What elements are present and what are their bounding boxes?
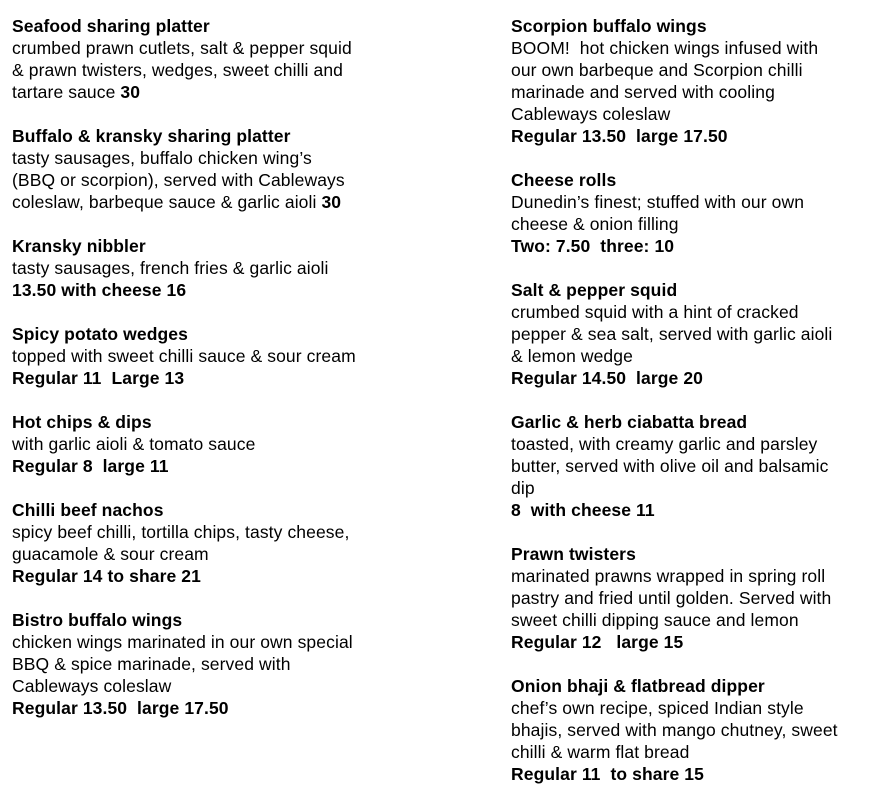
description-text: pepper & sea salt, served with garlic aioli: [511, 324, 833, 344]
description-text: crumbed squid with a hint of cracked: [511, 302, 799, 322]
item-title: Buffalo & kransky sharing platter: [12, 126, 291, 146]
description-text: cheese & onion filling: [511, 214, 679, 234]
description-text: crumbed prawn cutlets, salt & pepper squid: [12, 38, 352, 58]
menu-item: [12, 609, 492, 719]
item-price: 8 with cheese 11: [511, 500, 655, 520]
item-price: Regular 13.50 large 17.50: [511, 126, 728, 146]
item-description-line: [12, 653, 492, 675]
item-title: Bistro buffalo wings: [12, 610, 183, 630]
description-text: & lemon wedge: [511, 346, 633, 366]
menu-column-left: [12, 15, 492, 741]
menu-item: [511, 169, 871, 257]
item-description-line: [511, 565, 871, 587]
item-description-line: [511, 609, 871, 631]
description-text: dip: [511, 478, 535, 498]
item-description-line: [511, 37, 871, 59]
item-description-line: [12, 543, 492, 565]
description-text: chef’s own recipe, spiced Indian style: [511, 698, 804, 718]
item-description-line: [12, 81, 492, 103]
item-description-line: [12, 433, 492, 455]
item-price: Regular 11 to share 15: [511, 764, 704, 784]
item-price: Two: 7.50 three: 10: [511, 236, 675, 256]
item-description-line: [12, 169, 492, 191]
item-description-line: [511, 741, 871, 763]
item-description-line: [511, 323, 871, 345]
item-title: Seafood sharing platter: [12, 16, 210, 36]
item-description-line: [511, 477, 871, 499]
description-text: Dunedin’s finest; stuffed with our own: [511, 192, 805, 212]
item-description-line: [511, 587, 871, 609]
item-price: 30: [120, 82, 141, 102]
item-description-line: [511, 697, 871, 719]
item-description-line: [12, 675, 492, 697]
description-text: Cableways coleslaw: [12, 676, 172, 696]
menu-item: [511, 543, 871, 653]
description-text: BOOM! hot chicken wings infused with: [511, 38, 819, 58]
description-text: with garlic aioli & tomato sauce: [12, 434, 256, 454]
description-text: tasty sausages, buffalo chicken wing’s: [12, 148, 312, 168]
item-description-line: [12, 345, 492, 367]
item-description-line: [12, 37, 492, 59]
description-text: chilli & warm flat bread: [511, 742, 690, 762]
item-price: Regular 8 large 11: [12, 456, 169, 476]
item-description-line: [511, 719, 871, 741]
description-text: marinated prawns wrapped in spring roll: [511, 566, 826, 586]
menu-item: [12, 323, 492, 389]
menu-column-right: [511, 15, 871, 807]
description-text: Cableways coleslaw: [511, 104, 671, 124]
item-title: Onion bhaji & flatbread dipper: [511, 676, 765, 696]
item-title: Prawn twisters: [511, 544, 636, 564]
menu-item: [511, 675, 871, 785]
description-text: marinade and served with cooling: [511, 82, 775, 102]
description-text: spicy beef chilli, tortilla chips, tasty cheese,: [12, 522, 350, 542]
item-price: 13.50 with cheese 16: [12, 280, 187, 300]
item-description-line: [511, 191, 871, 213]
item-description-line: [511, 455, 871, 477]
item-title: Garlic & herb ciabatta bread: [511, 412, 748, 432]
item-price: 30: [321, 192, 342, 212]
menu-item: [511, 15, 871, 147]
item-description-line: [511, 433, 871, 455]
description-text: bhajis, served with mango chutney, sweet: [511, 720, 838, 740]
description-text: butter, served with olive oil and balsamic: [511, 456, 829, 476]
item-description-line: [12, 191, 492, 213]
item-description-line: [511, 345, 871, 367]
item-description-line: [511, 301, 871, 323]
item-price: Regular 14.50 large 20: [511, 368, 703, 388]
item-title: Salt & pepper squid: [511, 280, 678, 300]
item-title: Chilli beef nachos: [12, 500, 164, 520]
item-description-line: [511, 103, 871, 125]
description-text: tasty sausages, french fries & garlic aioli: [12, 258, 329, 278]
menu-item: [12, 15, 492, 103]
menu-item: [12, 235, 492, 301]
description-text: chicken wings marinated in our own special: [12, 632, 353, 652]
item-price: Regular 12 large 15: [511, 632, 684, 652]
description-text: (BBQ or scorpion), served with Cableways: [12, 170, 345, 190]
menu-item: [12, 499, 492, 587]
item-description-line: [12, 59, 492, 81]
item-title: Scorpion buffalo wings: [511, 16, 707, 36]
menu-item: [511, 279, 871, 389]
description-text: BBQ & spice marinade, served with: [12, 654, 291, 674]
description-text: tartare sauce: [12, 82, 121, 102]
description-text: toasted, with creamy garlic and parsley: [511, 434, 818, 454]
description-text: guacamole & sour cream: [12, 544, 209, 564]
item-price: Regular 11 Large 13: [12, 368, 185, 388]
item-price: Regular 13.50 large 17.50: [12, 698, 229, 718]
menu-item: [12, 411, 492, 477]
item-description-line: [12, 147, 492, 169]
item-description-line: [511, 59, 871, 81]
item-description-line: [511, 213, 871, 235]
description-text: our own barbeque and Scorpion chilli: [511, 60, 803, 80]
description-text: coleslaw, barbeque sauce & garlic aioli: [12, 192, 322, 212]
item-title: Hot chips & dips: [12, 412, 152, 432]
description-text: pastry and fried until golden. Served with: [511, 588, 832, 608]
item-title: Kransky nibbler: [12, 236, 146, 256]
menu-item: [12, 125, 492, 213]
description-text: topped with sweet chilli sauce & sour cream: [12, 346, 356, 366]
item-description-line: [511, 81, 871, 103]
item-price: Regular 14 to share 21: [12, 566, 201, 586]
item-description-line: [12, 257, 492, 279]
item-title: Spicy potato wedges: [12, 324, 188, 344]
menu-item: [511, 411, 871, 521]
item-description-line: [12, 521, 492, 543]
description-text: & prawn twisters, wedges, sweet chilli and: [12, 60, 344, 80]
description-text: sweet chilli dipping sauce and lemon: [511, 610, 799, 630]
item-title: Cheese rolls: [511, 170, 617, 190]
item-description-line: [12, 631, 492, 653]
